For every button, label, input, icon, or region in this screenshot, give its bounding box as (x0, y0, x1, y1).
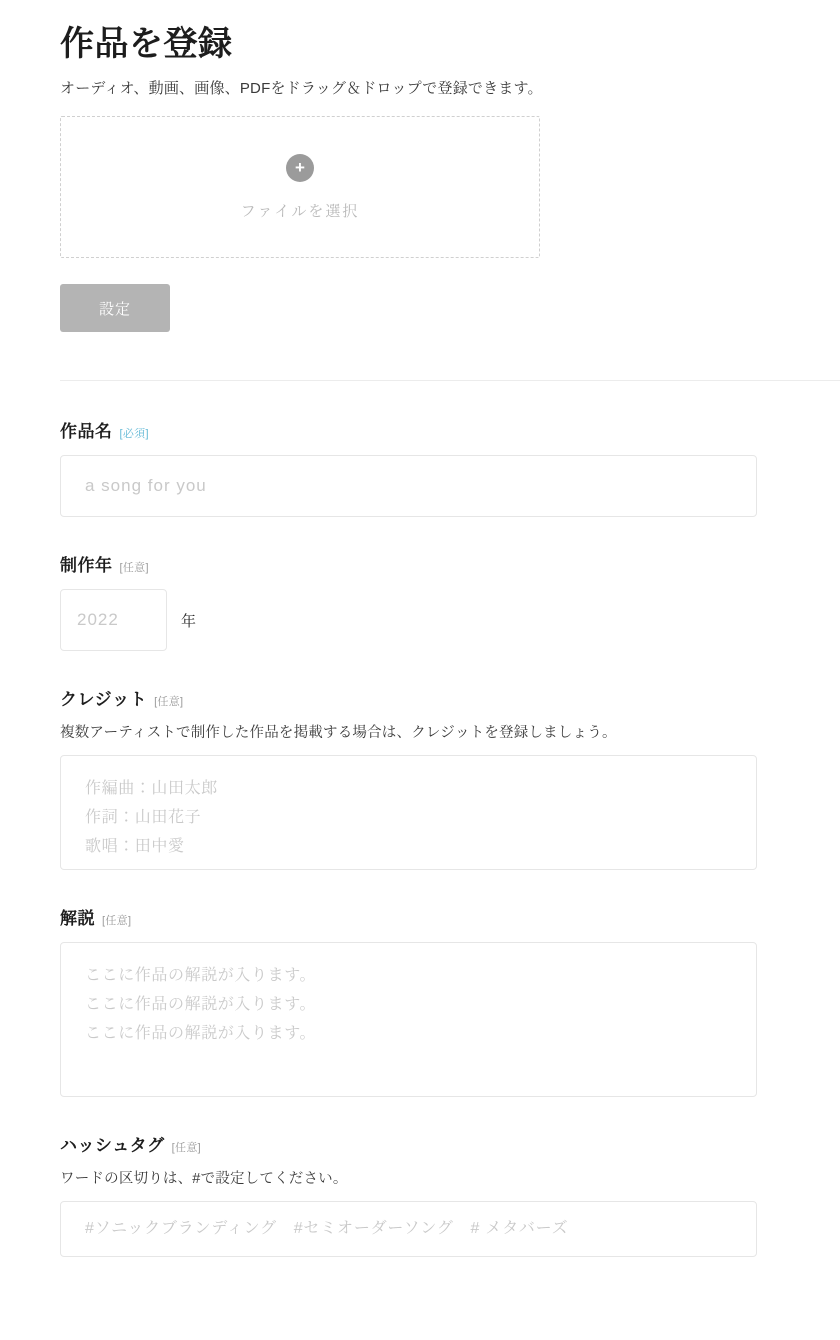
field-year (60, 551, 840, 651)
field-title-required-badge: [必須] (119, 428, 149, 440)
field-credit-label-row (60, 685, 840, 710)
year-input[interactable] (60, 589, 167, 651)
field-hashtag-help: ワードの区切りは、#で設定してください。 (60, 1171, 348, 1187)
settings-button-container (0, 284, 840, 332)
field-description (60, 904, 840, 1097)
field-credit-optional-badge: [任意] (154, 696, 184, 708)
settings-button[interactable]: 設定 (60, 284, 170, 332)
field-description-label-row (60, 904, 840, 929)
hashtag-input[interactable] (60, 1201, 757, 1257)
field-year-label: 制作年 (60, 556, 113, 575)
field-title-label-row (60, 417, 840, 442)
title-input[interactable] (60, 455, 757, 517)
credit-textarea[interactable] (60, 755, 757, 870)
field-title (60, 417, 840, 517)
field-description-optional-badge: [任意] (102, 915, 132, 927)
field-hashtag (60, 1131, 840, 1257)
file-select-label: ファイルを選択 (240, 202, 360, 220)
field-credit-help: 複数アーティストで制作した作品を掲載する場合は、クレジットを登録しましょう。 (60, 725, 617, 741)
page-subtitle: オーディオ、動画、画像、PDFをドラッグ＆ドロップで登録できます。 (60, 80, 543, 97)
field-credit-label: クレジット (60, 690, 148, 709)
section-divider (60, 380, 840, 381)
year-input-row (60, 589, 840, 651)
field-year-label-row (60, 551, 840, 576)
dropzone-container (0, 116, 840, 258)
work-form (0, 417, 840, 1297)
field-hashtag-optional-badge: [任意] (171, 1142, 201, 1154)
field-description-label: 解説 (60, 909, 95, 928)
field-year-optional-badge: [任意] (119, 562, 149, 574)
file-dropzone[interactable] (60, 116, 540, 258)
plus-icon: + (286, 154, 314, 182)
field-hashtag-label-row (60, 1131, 840, 1156)
year-unit-label: 年 (181, 612, 197, 630)
field-credit (60, 685, 840, 870)
page-title: 作品を登録 (60, 25, 233, 63)
field-title-label: 作品名 (60, 422, 113, 441)
field-hashtag-label: ハッシュタグ (60, 1136, 165, 1155)
description-textarea[interactable] (60, 942, 757, 1097)
